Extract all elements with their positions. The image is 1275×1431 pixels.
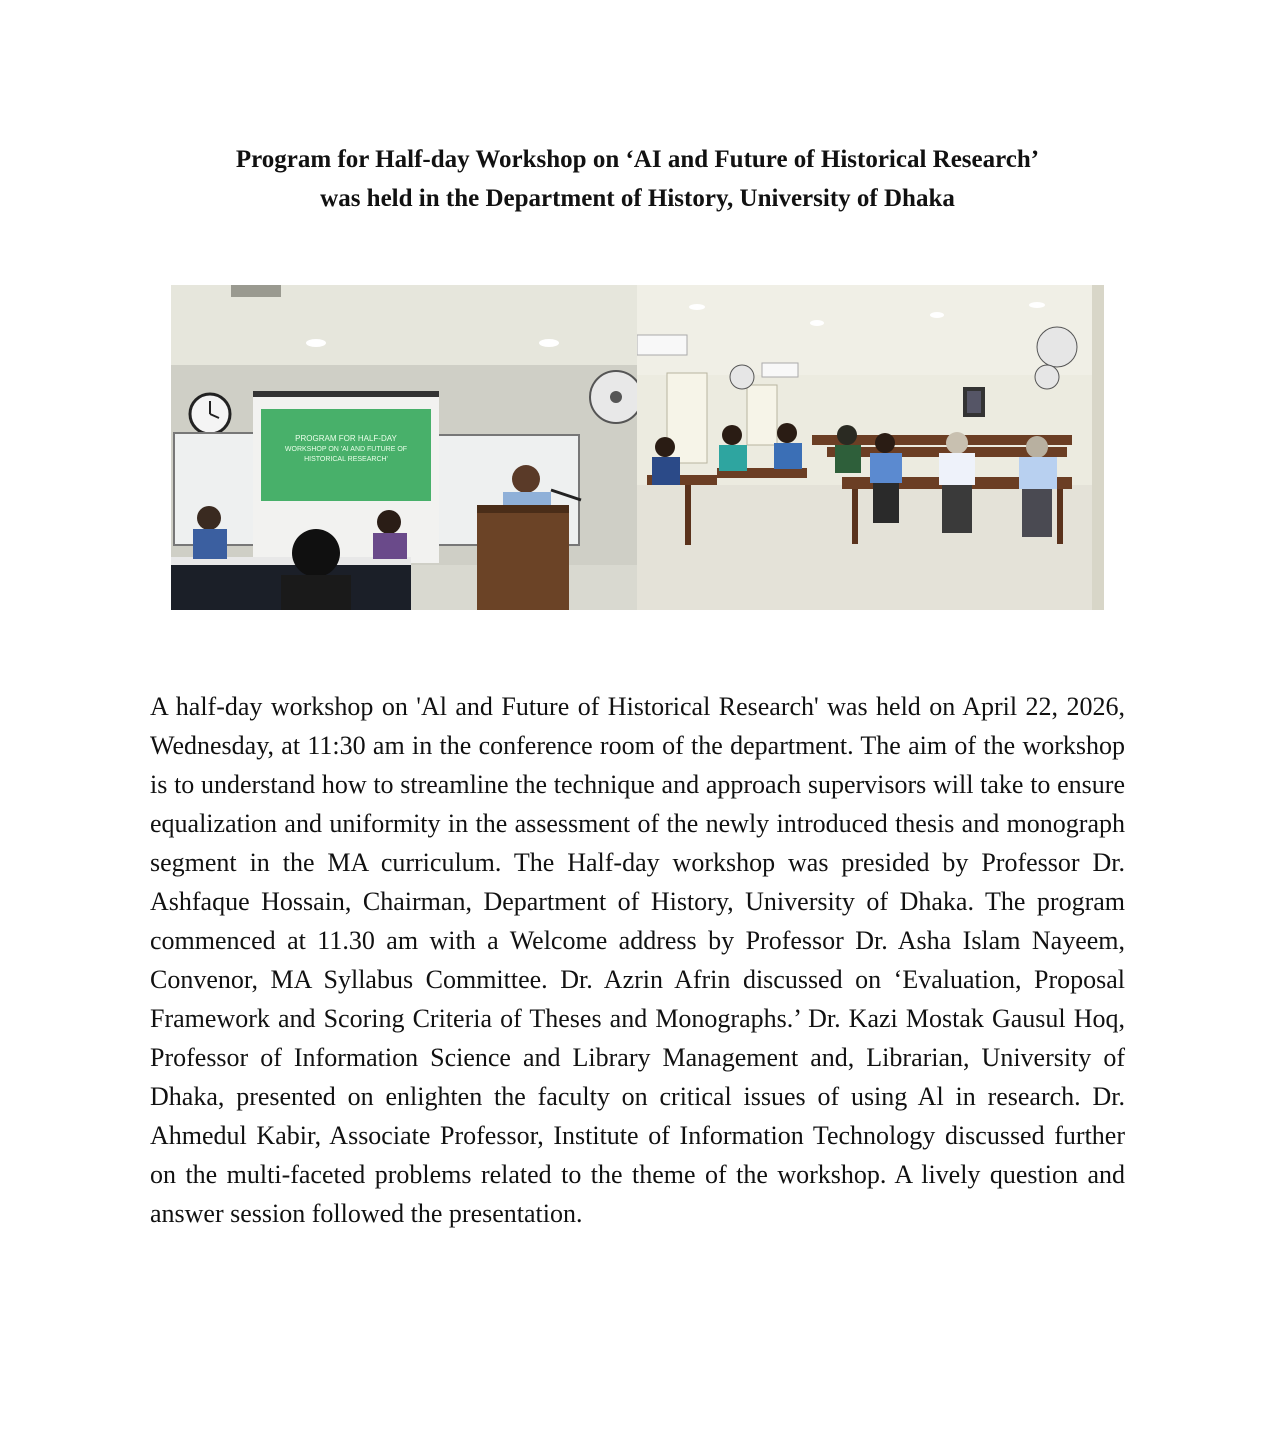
speaker-podium-illustration: [171, 285, 637, 610]
title-line-1: Program for Half-day Workshop on ‘AI and Future of Historical Research’: [235, 146, 1040, 173]
document-title: [150, 140, 1125, 218]
audience-illustration: [637, 285, 1104, 610]
slide-line-2: WORKSHOP ON 'AI AND FUTURE OF: [284, 446, 408, 453]
slide-line-1: PROGRAM FOR HALF-DAY: [295, 434, 397, 443]
slide-line-3: HISTORICAL RESEARCH': [304, 456, 388, 463]
photo-strip: [171, 285, 1104, 610]
photo-speaker-podium: [171, 285, 637, 610]
title-line-2: was held in the Department of History, University of Dhaka: [320, 185, 955, 212]
workshop-description: A half-day workshop on 'Al and Future of Historical Research' was held on April 22, 2026, Wednesday, at 11:30 am in the conference room of the department. The aim of the workshop is to understand how to streamline the technique and approach supervisors will take to ensure equalization and uniformity in the assessment of the newly introduced thesis and monograph segment in the MA curriculum. The Half-day workshop was presided by Professor Dr. Ashfaque Hossain, Chairman, Department of History, University of Dhaka. The program commenced at 11.30 am with a Welcome address by Professor Dr. Asha Islam Nayeem, Convenor, MA Syllabus Committee. Dr. Azrin Afrin discussed on ‘Evaluation, Proposal Framework and Scoring Criteria of Theses and Monographs.’ Dr. Kazi Mostak Gausul Hoq, Professor of Information Science and Library Management and, Librarian, University of Dhaka, presented on enlighten the faculty on critical issues of using Al in research. Dr. Ahmedul Kabir, Associate Professor, Institute of Information Technology discussed further on the multi-faceted problems related to the theme of the workshop. A lively question and answer session followed the presentation.: [150, 692, 1125, 1228]
photo-audience: [637, 285, 1104, 610]
